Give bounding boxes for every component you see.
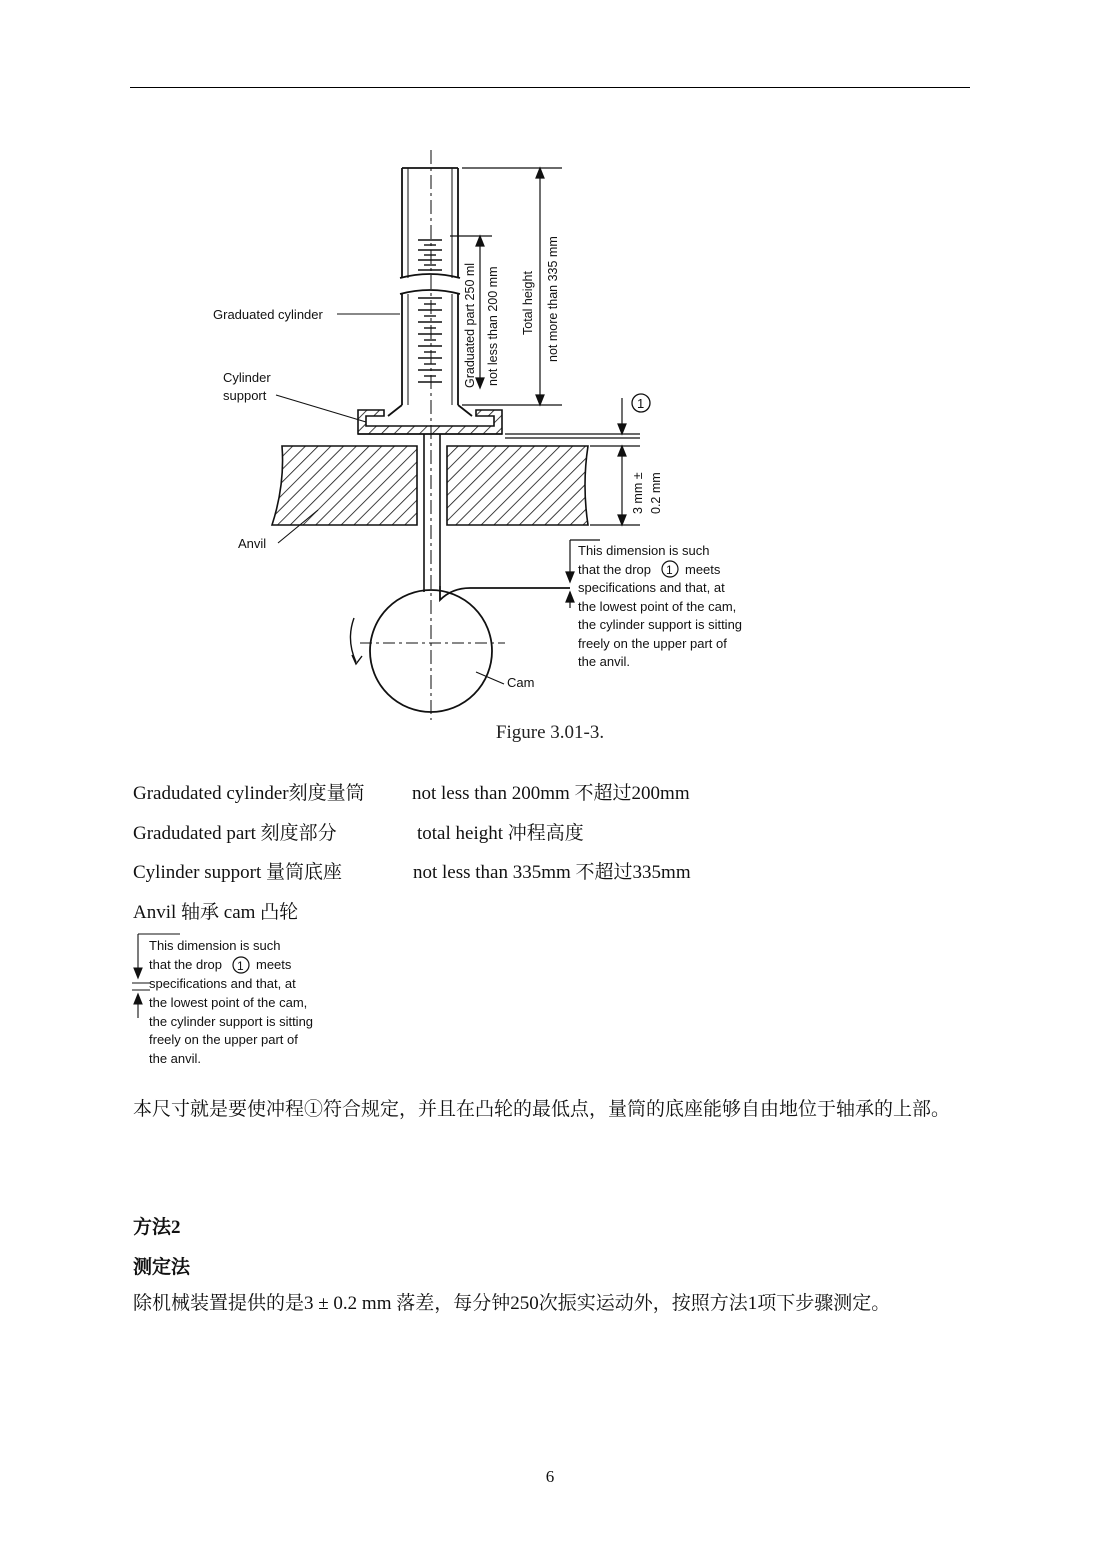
glossary-left: Cylinder support 量筒底座 <box>133 862 342 883</box>
note-marker-label: 1 <box>666 563 673 577</box>
label-cylinder-support-line1: Cylinder <box>223 370 271 385</box>
dim-drop-label-1: 3 mm ± <box>631 472 645 514</box>
procedure-heading: 测定法 <box>133 1257 191 1278</box>
note-line-6: freely on the upper part of <box>578 636 727 651</box>
excerpt-line-2a: that the drop <box>149 957 222 972</box>
glossary-left: Anvil 轴承 cam 凸轮 <box>133 902 299 923</box>
note-line-5: the cylinder support is sitting <box>578 617 743 632</box>
excerpt-line-7: the anvil. <box>149 1051 202 1066</box>
shaft <box>424 434 440 592</box>
excerpt-marker-label: 1 <box>237 959 244 973</box>
note-line-4: the lowest point of the cam, <box>578 599 737 614</box>
excerpt-line-5: the cylinder support is sitting <box>149 1014 314 1029</box>
glossary-right: not less than 335mm 不超过335mm <box>413 862 691 883</box>
label-cam: Cam <box>507 675 535 690</box>
cam <box>350 586 570 712</box>
dim-total-label-1: Total height <box>521 271 535 335</box>
dim-graduated-label-1: Graduated part 250 ml <box>463 262 477 388</box>
apparatus-figure <box>0 0 1100 760</box>
note-line-2a: that the drop <box>578 562 651 577</box>
label-graduated-cylinder: Graduated cylinder <box>213 307 323 322</box>
cylinder-support <box>358 410 502 434</box>
procedure-paragraph: 除机械装置提供的是3 ± 0.2 mm 落差，每分钟250次振实运动外，按照方法1项下步骤测定。 <box>133 1293 891 1314</box>
note-excerpt-image <box>130 928 350 1073</box>
dim-graduated-label-2: not less than 200 mm <box>486 266 500 386</box>
figure-caption: Figure 3.01-3. <box>495 722 605 743</box>
excerpt-line-2b: meets <box>256 957 292 972</box>
method-heading: 方法2 <box>133 1217 181 1238</box>
label-anvil: Anvil <box>238 536 267 551</box>
excerpt-line-1: This dimension is such <box>149 938 281 953</box>
glossary-right: not less than 200mm 不超过200mm <box>412 783 690 804</box>
excerpt-line-3: specifications and that, at <box>149 976 296 991</box>
note-line-1: This dimension is such <box>578 543 710 558</box>
page-number: 6 <box>545 1467 555 1486</box>
graduation-ticks <box>418 240 442 382</box>
anvil <box>272 446 588 525</box>
label-cylinder-support-line2: support <box>223 388 267 403</box>
dim-total-label-2: not more than 335 mm <box>546 236 560 362</box>
dim-drop-label-2: 0.2 mm <box>649 472 663 514</box>
note-line-2b: meets <box>685 562 721 577</box>
excerpt-line-4: the lowest point of the cam, <box>149 995 308 1010</box>
translation-paragraph: 本尺寸就是要使冲程①符合规定，并且在凸轮的最低点，量筒的底座能够自由地位于轴承的上部。 <box>133 1099 951 1120</box>
glossary-left: Gradudated cylinder刻度量筒 <box>133 783 365 804</box>
note-line-7: the anvil. <box>578 654 631 669</box>
glossary-left: Gradudated part 刻度部分 <box>133 823 337 844</box>
note-line-3: specifications and that, at <box>578 580 725 595</box>
drop-marker-label: 1 <box>637 396 645 411</box>
excerpt-line-6: freely on the upper part of <box>149 1032 298 1047</box>
graduated-cylinder <box>388 168 472 416</box>
glossary-right: total height 冲程高度 <box>417 823 584 844</box>
